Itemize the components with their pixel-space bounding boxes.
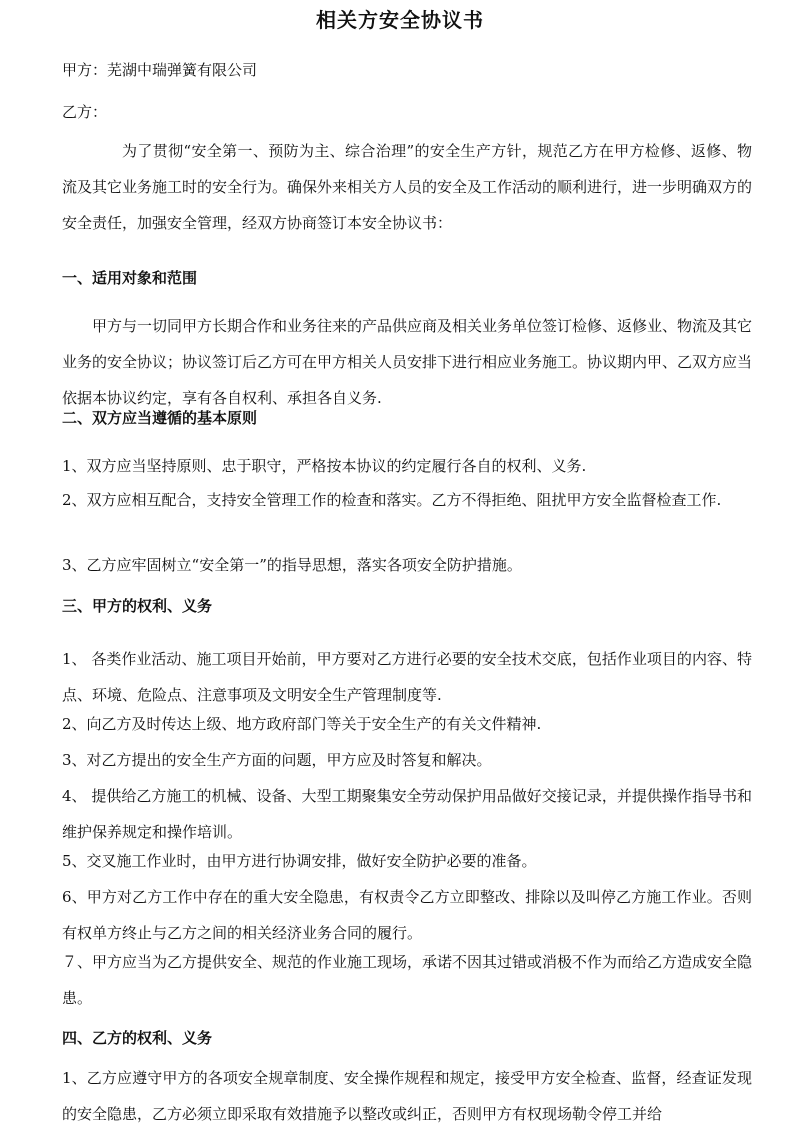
section-paragraph: ７、甲方应当为乙方提供安全、规范的作业施工现场，承诺不因其过错或消极不作为而给乙方造成安全隐患。: [62, 953, 753, 1007]
section-heading: 一、适用对象和范围: [62, 269, 198, 287]
section-paragraph: 甲方与一切同甲方长期合作和业务往来的产品供应商及相关业务单位签订检修、返修业、物流及其它业务的安全协议；协议签订后乙方可在甲方相关人员安排下进行相应业务施工。协议期内甲、乙双方应当依据本协议约定，享有各自权利、承担各自义务.: [62, 317, 753, 407]
section-heading: 二、双方应当遵循的基本原则: [62, 409, 258, 427]
section-paragraph: 1、双方应当坚持原则、忠于职守，严格按本协议的约定履行各自的权利、义务.: [62, 457, 587, 475]
section-heading: 三、甲方的权利、义务: [62, 597, 213, 615]
section-paragraph: 1、乙方应遵守甲方的各项安全规章制度、安全操作规程和规定，接受甲方安全检查、监督，经查证发现的安全隐患，乙方必须立即采取有效措施予以整改或纠正，否则甲方有权现场勒令停工并给: [62, 1069, 752, 1123]
intro-paragraph: 为了贯彻“安全第一、预防为主、综合治理”的安全生产方针，规范乙方在甲方检修、返修、物流及其它业务施工时的安全行为。确保外来相关方人员的安全及工作活动的顺利进行，进一步明确双方的安全责任，加强安全管理，经双方协商签订本安全协议书：: [62, 142, 753, 232]
section-paragraph: 6、甲方对乙方工作中存在的重大安全隐患，有权责令乙方立即整改、排除以及叫停乙方施工作业。否则有权单方终止与乙方之间的相关经济业务合同的履行。: [62, 888, 752, 942]
document-title: 相关方安全协议书: [316, 8, 484, 32]
section-heading: 四、乙方的权利、义务: [62, 1029, 213, 1047]
party-b-line: 乙方：: [62, 103, 108, 121]
section-paragraph: 3、乙方应牢固树立“安全第一”的指导思想，落实各项安全防护措施。: [62, 556, 522, 574]
section-paragraph: 1、 各类作业活动、施工项目开始前，甲方要对乙方进行必要的安全技术交底，包括作业项目的内容、特点、环境、危险点、注意事项及文明安全生产管理制度等.: [62, 650, 752, 704]
party-a-line: 甲方：芜湖中瑞弹簧有限公司: [62, 61, 258, 79]
section-paragraph: 4、 提供给乙方施工的机械、设备、大型工期聚集安全劳动保护用品做好交接记录，并提供操作指导书和维护保养规定和操作培训。: [62, 787, 752, 841]
section-paragraph: 2、双方应相互配合，支持安全管理工作的检查和落实。乙方不得拒绝、阻扰甲方安全监督检查工作.: [62, 491, 722, 509]
section-paragraph: 2、向乙方及时传达上级、地方政府部门等关于安全生产的有关文件精神.: [62, 715, 542, 733]
section-paragraph: 5、交叉施工作业时，由甲方进行协调安排，做好安全防护必要的准备。: [62, 852, 537, 870]
section-paragraph: 3、对乙方提出的安全生产方面的问题，甲方应及时答复和解决。: [62, 751, 492, 769]
